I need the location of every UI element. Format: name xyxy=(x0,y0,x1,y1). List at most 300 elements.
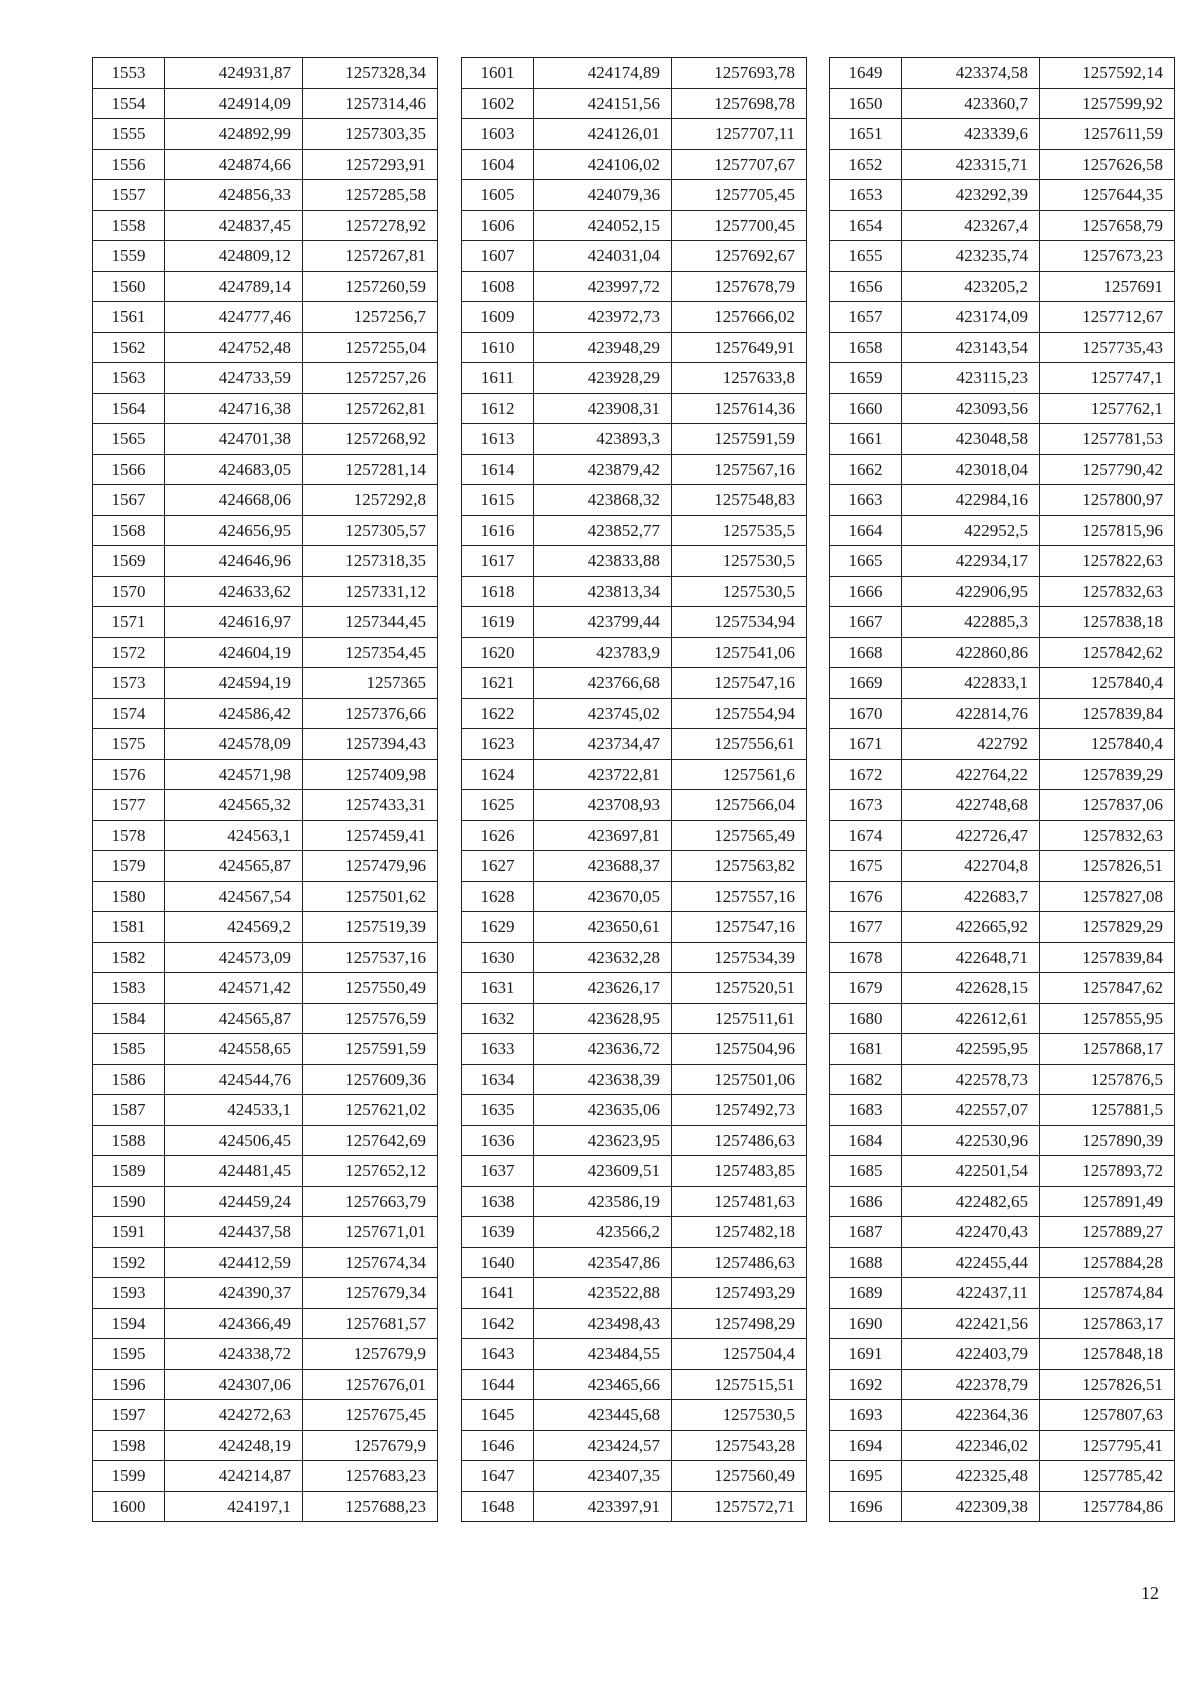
point-number-cell: 1554 xyxy=(93,88,165,119)
table-row xyxy=(93,1369,438,1400)
table-row xyxy=(93,88,438,119)
point-number-cell: 1653 xyxy=(830,180,902,211)
point-number-cell: 1637 xyxy=(462,1156,534,1187)
table-row xyxy=(830,393,1175,424)
point-number-cell: 1692 xyxy=(830,1369,902,1400)
x-coordinate-cell: 422726,47 xyxy=(902,820,1040,851)
x-coordinate-cell: 422378,79 xyxy=(902,1369,1040,1400)
y-coordinate-cell: 1257890,39 xyxy=(1040,1125,1175,1156)
point-number-cell: 1642 xyxy=(462,1308,534,1339)
y-coordinate-cell: 1257693,78 xyxy=(672,58,807,89)
y-coordinate-cell: 1257482,18 xyxy=(672,1217,807,1248)
point-number-cell: 1664 xyxy=(830,515,902,546)
x-coordinate-cell: 423586,19 xyxy=(534,1186,672,1217)
point-number-cell: 1569 xyxy=(93,546,165,577)
table-row xyxy=(93,1308,438,1339)
y-coordinate-cell: 1257795,41 xyxy=(1040,1430,1175,1461)
y-coordinate-cell: 1257501,06 xyxy=(672,1064,807,1095)
point-number-cell: 1580 xyxy=(93,881,165,912)
x-coordinate-cell: 424594,19 xyxy=(165,668,303,699)
y-coordinate-cell: 1257255,04 xyxy=(303,332,438,363)
x-coordinate-cell: 422984,16 xyxy=(902,485,1040,516)
x-coordinate-cell: 424914,09 xyxy=(165,88,303,119)
y-coordinate-cell: 1257481,63 xyxy=(672,1186,807,1217)
y-coordinate-cell: 1257735,43 xyxy=(1040,332,1175,363)
table-row xyxy=(462,393,807,424)
y-coordinate-cell: 1257839,84 xyxy=(1040,698,1175,729)
table-row xyxy=(462,790,807,821)
table-row xyxy=(93,180,438,211)
point-number-cell: 1614 xyxy=(462,454,534,485)
x-coordinate-cell: 423205,2 xyxy=(902,271,1040,302)
table-row xyxy=(462,1430,807,1461)
table-row xyxy=(830,576,1175,607)
table-row xyxy=(93,454,438,485)
x-coordinate-cell: 422748,68 xyxy=(902,790,1040,821)
x-coordinate-cell: 423267,4 xyxy=(902,210,1040,241)
x-coordinate-cell: 424892,99 xyxy=(165,119,303,150)
y-coordinate-cell: 1257837,06 xyxy=(1040,790,1175,821)
x-coordinate-cell: 422628,15 xyxy=(902,973,1040,1004)
table-row xyxy=(93,1034,438,1065)
point-number-cell: 1585 xyxy=(93,1034,165,1065)
point-number-cell: 1570 xyxy=(93,576,165,607)
x-coordinate-cell: 424716,38 xyxy=(165,393,303,424)
point-number-cell: 1639 xyxy=(462,1217,534,1248)
table-row xyxy=(462,1278,807,1309)
table-row xyxy=(830,790,1175,821)
x-coordinate-cell: 422325,48 xyxy=(902,1461,1040,1492)
point-number-cell: 1617 xyxy=(462,546,534,577)
y-coordinate-cell: 1257520,51 xyxy=(672,973,807,1004)
x-coordinate-cell: 423174,09 xyxy=(902,302,1040,333)
y-coordinate-cell: 1257543,28 xyxy=(672,1430,807,1461)
x-coordinate-cell: 423650,61 xyxy=(534,912,672,943)
point-number-cell: 1562 xyxy=(93,332,165,363)
table-row xyxy=(830,637,1175,668)
x-coordinate-cell: 423868,32 xyxy=(534,485,672,516)
point-number-cell: 1680 xyxy=(830,1003,902,1034)
point-number-cell: 1687 xyxy=(830,1217,902,1248)
point-number-cell: 1660 xyxy=(830,393,902,424)
table-row xyxy=(93,1278,438,1309)
table-row xyxy=(462,1400,807,1431)
y-coordinate-cell: 1257563,82 xyxy=(672,851,807,882)
x-coordinate-cell: 424126,01 xyxy=(534,119,672,150)
point-number-cell: 1645 xyxy=(462,1400,534,1431)
table-row xyxy=(830,1430,1175,1461)
y-coordinate-cell: 1257691 xyxy=(1040,271,1175,302)
point-number-cell: 1673 xyxy=(830,790,902,821)
y-coordinate-cell: 1257260,59 xyxy=(303,271,438,302)
table-row xyxy=(462,729,807,760)
x-coordinate-cell: 423638,39 xyxy=(534,1064,672,1095)
y-coordinate-cell: 1257700,45 xyxy=(672,210,807,241)
table-row xyxy=(93,424,438,455)
y-coordinate-cell: 1257621,02 xyxy=(303,1095,438,1126)
x-coordinate-cell: 424586,42 xyxy=(165,698,303,729)
coordinate-table-2 xyxy=(461,57,807,1522)
table-row xyxy=(93,942,438,973)
point-number-cell: 1651 xyxy=(830,119,902,150)
y-coordinate-cell: 1257712,67 xyxy=(1040,302,1175,333)
x-coordinate-cell: 423374,58 xyxy=(902,58,1040,89)
table-row xyxy=(462,1186,807,1217)
point-number-cell: 1696 xyxy=(830,1491,902,1522)
point-number-cell: 1668 xyxy=(830,637,902,668)
y-coordinate-cell: 1257365 xyxy=(303,668,438,699)
point-number-cell: 1601 xyxy=(462,58,534,89)
y-coordinate-cell: 1257314,46 xyxy=(303,88,438,119)
x-coordinate-cell: 423972,73 xyxy=(534,302,672,333)
table-row xyxy=(462,1247,807,1278)
y-coordinate-cell: 1257511,61 xyxy=(672,1003,807,1034)
x-coordinate-cell: 423766,68 xyxy=(534,668,672,699)
table-row xyxy=(462,1491,807,1522)
table-row xyxy=(830,454,1175,485)
x-coordinate-cell: 424412,59 xyxy=(165,1247,303,1278)
table-row xyxy=(830,119,1175,150)
x-coordinate-cell: 424789,14 xyxy=(165,271,303,302)
x-coordinate-cell: 423522,88 xyxy=(534,1278,672,1309)
point-number-cell: 1694 xyxy=(830,1430,902,1461)
y-coordinate-cell: 1257504,96 xyxy=(672,1034,807,1065)
coordinate-table-1-body xyxy=(93,58,438,1522)
table-row xyxy=(830,149,1175,180)
x-coordinate-cell: 422704,8 xyxy=(902,851,1040,882)
y-coordinate-cell: 1257675,45 xyxy=(303,1400,438,1431)
x-coordinate-cell: 424567,54 xyxy=(165,881,303,912)
y-coordinate-cell: 1257492,73 xyxy=(672,1095,807,1126)
x-coordinate-cell: 423908,31 xyxy=(534,393,672,424)
coordinate-table-3 xyxy=(829,57,1175,1522)
x-coordinate-cell: 422595,95 xyxy=(902,1034,1040,1065)
x-coordinate-cell: 424437,58 xyxy=(165,1217,303,1248)
table-row xyxy=(93,241,438,272)
table-row xyxy=(830,1125,1175,1156)
point-number-cell: 1655 xyxy=(830,241,902,272)
point-number-cell: 1577 xyxy=(93,790,165,821)
y-coordinate-cell: 1257354,45 xyxy=(303,637,438,668)
x-coordinate-cell: 422437,11 xyxy=(902,1278,1040,1309)
table-row xyxy=(93,790,438,821)
x-coordinate-cell: 424874,66 xyxy=(165,149,303,180)
y-coordinate-cell: 1257556,61 xyxy=(672,729,807,760)
table-row xyxy=(462,1308,807,1339)
y-coordinate-cell: 1257409,98 xyxy=(303,759,438,790)
table-row xyxy=(830,546,1175,577)
x-coordinate-cell: 423397,91 xyxy=(534,1491,672,1522)
table-row xyxy=(93,1003,438,1034)
y-coordinate-cell: 1257566,04 xyxy=(672,790,807,821)
x-coordinate-cell: 424459,24 xyxy=(165,1186,303,1217)
point-number-cell: 1670 xyxy=(830,698,902,729)
y-coordinate-cell: 1257663,79 xyxy=(303,1186,438,1217)
x-coordinate-cell: 422309,38 xyxy=(902,1491,1040,1522)
y-coordinate-cell: 1257678,79 xyxy=(672,271,807,302)
point-number-cell: 1574 xyxy=(93,698,165,729)
y-coordinate-cell: 1257293,91 xyxy=(303,149,438,180)
x-coordinate-cell: 423407,35 xyxy=(534,1461,672,1492)
x-coordinate-cell: 424151,56 xyxy=(534,88,672,119)
x-coordinate-cell: 423948,29 xyxy=(534,332,672,363)
point-number-cell: 1675 xyxy=(830,851,902,882)
point-number-cell: 1626 xyxy=(462,820,534,851)
point-number-cell: 1608 xyxy=(462,271,534,302)
x-coordinate-cell: 422665,92 xyxy=(902,912,1040,943)
table-row xyxy=(93,363,438,394)
point-number-cell: 1685 xyxy=(830,1156,902,1187)
x-coordinate-cell: 423292,39 xyxy=(902,180,1040,211)
point-number-cell: 1688 xyxy=(830,1247,902,1278)
x-coordinate-cell: 422906,95 xyxy=(902,576,1040,607)
table-row xyxy=(830,332,1175,363)
point-number-cell: 1644 xyxy=(462,1369,534,1400)
coordinate-table-3-body xyxy=(830,58,1175,1522)
point-number-cell: 1573 xyxy=(93,668,165,699)
x-coordinate-cell: 422455,44 xyxy=(902,1247,1040,1278)
table-row xyxy=(93,698,438,729)
table-row xyxy=(462,424,807,455)
table-row xyxy=(93,759,438,790)
y-coordinate-cell: 1257891,49 xyxy=(1040,1186,1175,1217)
x-coordinate-cell: 424668,06 xyxy=(165,485,303,516)
point-number-cell: 1590 xyxy=(93,1186,165,1217)
y-coordinate-cell: 1257827,08 xyxy=(1040,881,1175,912)
x-coordinate-cell: 423997,72 xyxy=(534,271,672,302)
table-row xyxy=(93,1339,438,1370)
x-coordinate-cell: 422470,43 xyxy=(902,1217,1040,1248)
point-number-cell: 1693 xyxy=(830,1400,902,1431)
point-number-cell: 1593 xyxy=(93,1278,165,1309)
table-row xyxy=(93,668,438,699)
point-number-cell: 1667 xyxy=(830,607,902,638)
table-row xyxy=(462,88,807,119)
x-coordinate-cell: 423799,44 xyxy=(534,607,672,638)
y-coordinate-cell: 1257550,49 xyxy=(303,973,438,1004)
point-number-cell: 1559 xyxy=(93,241,165,272)
x-coordinate-cell: 422421,56 xyxy=(902,1308,1040,1339)
table-row xyxy=(93,1217,438,1248)
table-row xyxy=(93,729,438,760)
y-coordinate-cell: 1257303,35 xyxy=(303,119,438,150)
table-row xyxy=(93,820,438,851)
y-coordinate-cell: 1257561,6 xyxy=(672,759,807,790)
x-coordinate-cell: 424646,96 xyxy=(165,546,303,577)
point-number-cell: 1565 xyxy=(93,424,165,455)
table-row xyxy=(830,1186,1175,1217)
x-coordinate-cell: 424578,09 xyxy=(165,729,303,760)
x-coordinate-cell: 422764,22 xyxy=(902,759,1040,790)
table-row xyxy=(830,424,1175,455)
y-coordinate-cell: 1257848,18 xyxy=(1040,1339,1175,1370)
y-coordinate-cell: 1257611,59 xyxy=(1040,119,1175,150)
y-coordinate-cell: 1257515,51 xyxy=(672,1369,807,1400)
x-coordinate-cell: 424079,36 xyxy=(534,180,672,211)
table-row xyxy=(93,851,438,882)
y-coordinate-cell: 1257486,63 xyxy=(672,1247,807,1278)
y-coordinate-cell: 1257567,16 xyxy=(672,454,807,485)
point-number-cell: 1679 xyxy=(830,973,902,1004)
table-row xyxy=(462,1064,807,1095)
point-number-cell: 1686 xyxy=(830,1186,902,1217)
x-coordinate-cell: 424856,33 xyxy=(165,180,303,211)
point-number-cell: 1629 xyxy=(462,912,534,943)
table-row xyxy=(93,912,438,943)
point-number-cell: 1619 xyxy=(462,607,534,638)
y-coordinate-cell: 1257257,26 xyxy=(303,363,438,394)
point-number-cell: 1663 xyxy=(830,485,902,516)
y-coordinate-cell: 1257832,63 xyxy=(1040,576,1175,607)
y-coordinate-cell: 1257609,36 xyxy=(303,1064,438,1095)
x-coordinate-cell: 423360,7 xyxy=(902,88,1040,119)
y-coordinate-cell: 1257679,9 xyxy=(303,1430,438,1461)
point-number-cell: 1606 xyxy=(462,210,534,241)
x-coordinate-cell: 424837,45 xyxy=(165,210,303,241)
x-coordinate-cell: 423852,77 xyxy=(534,515,672,546)
x-coordinate-cell: 424616,97 xyxy=(165,607,303,638)
table-row xyxy=(462,668,807,699)
x-coordinate-cell: 424569,2 xyxy=(165,912,303,943)
point-number-cell: 1623 xyxy=(462,729,534,760)
table-row xyxy=(462,180,807,211)
y-coordinate-cell: 1257671,01 xyxy=(303,1217,438,1248)
point-number-cell: 1597 xyxy=(93,1400,165,1431)
table-row xyxy=(830,851,1175,882)
y-coordinate-cell: 1257855,95 xyxy=(1040,1003,1175,1034)
table-row xyxy=(462,973,807,1004)
table-row xyxy=(830,942,1175,973)
x-coordinate-cell: 422814,76 xyxy=(902,698,1040,729)
point-number-cell: 1646 xyxy=(462,1430,534,1461)
point-number-cell: 1599 xyxy=(93,1461,165,1492)
x-coordinate-cell: 424506,45 xyxy=(165,1125,303,1156)
table-row xyxy=(462,1217,807,1248)
x-coordinate-cell: 423688,37 xyxy=(534,851,672,882)
table-row xyxy=(462,942,807,973)
x-coordinate-cell: 422885,3 xyxy=(902,607,1040,638)
x-coordinate-cell: 423734,47 xyxy=(534,729,672,760)
y-coordinate-cell: 1257673,23 xyxy=(1040,241,1175,272)
table-row xyxy=(830,912,1175,943)
y-coordinate-cell: 1257652,12 xyxy=(303,1156,438,1187)
point-number-cell: 1561 xyxy=(93,302,165,333)
y-coordinate-cell: 1257483,85 xyxy=(672,1156,807,1187)
x-coordinate-cell: 424777,46 xyxy=(165,302,303,333)
point-number-cell: 1682 xyxy=(830,1064,902,1095)
point-number-cell: 1594 xyxy=(93,1308,165,1339)
y-coordinate-cell: 1257762,1 xyxy=(1040,393,1175,424)
x-coordinate-cell: 423697,81 xyxy=(534,820,672,851)
point-number-cell: 1658 xyxy=(830,332,902,363)
x-coordinate-cell: 423424,57 xyxy=(534,1430,672,1461)
point-number-cell: 1678 xyxy=(830,942,902,973)
point-number-cell: 1677 xyxy=(830,912,902,943)
point-number-cell: 1649 xyxy=(830,58,902,89)
x-coordinate-cell: 424558,65 xyxy=(165,1034,303,1065)
table-row xyxy=(830,302,1175,333)
point-number-cell: 1640 xyxy=(462,1247,534,1278)
table-row xyxy=(462,58,807,89)
table-row xyxy=(462,1156,807,1187)
y-coordinate-cell: 1257884,28 xyxy=(1040,1247,1175,1278)
x-coordinate-cell: 424106,02 xyxy=(534,149,672,180)
table-row xyxy=(830,1339,1175,1370)
point-number-cell: 1589 xyxy=(93,1156,165,1187)
y-coordinate-cell: 1257530,5 xyxy=(672,1400,807,1431)
point-number-cell: 1586 xyxy=(93,1064,165,1095)
point-number-cell: 1611 xyxy=(462,363,534,394)
table-row xyxy=(830,759,1175,790)
x-coordinate-cell: 424633,62 xyxy=(165,576,303,607)
table-row xyxy=(93,271,438,302)
x-coordinate-cell: 424481,45 xyxy=(165,1156,303,1187)
point-number-cell: 1647 xyxy=(462,1461,534,1492)
table-row xyxy=(462,363,807,394)
y-coordinate-cell: 1257644,35 xyxy=(1040,180,1175,211)
y-coordinate-cell: 1257842,62 xyxy=(1040,637,1175,668)
table-row xyxy=(830,1156,1175,1187)
x-coordinate-cell: 423093,56 xyxy=(902,393,1040,424)
point-number-cell: 1592 xyxy=(93,1247,165,1278)
x-coordinate-cell: 423609,51 xyxy=(534,1156,672,1187)
table-row xyxy=(830,1095,1175,1126)
x-coordinate-cell: 422934,17 xyxy=(902,546,1040,577)
table-row xyxy=(830,729,1175,760)
point-number-cell: 1676 xyxy=(830,881,902,912)
y-coordinate-cell: 1257599,92 xyxy=(1040,88,1175,119)
x-coordinate-cell: 423632,28 xyxy=(534,942,672,973)
y-coordinate-cell: 1257557,16 xyxy=(672,881,807,912)
x-coordinate-cell: 423235,74 xyxy=(902,241,1040,272)
x-coordinate-cell: 422612,61 xyxy=(902,1003,1040,1034)
x-coordinate-cell: 423315,71 xyxy=(902,149,1040,180)
table-row xyxy=(830,881,1175,912)
point-number-cell: 1628 xyxy=(462,881,534,912)
table-row xyxy=(462,332,807,363)
y-coordinate-cell: 1257534,39 xyxy=(672,942,807,973)
y-coordinate-cell: 1257328,34 xyxy=(303,58,438,89)
point-number-cell: 1595 xyxy=(93,1339,165,1370)
y-coordinate-cell: 1257815,96 xyxy=(1040,515,1175,546)
table-row xyxy=(462,637,807,668)
x-coordinate-cell: 424174,89 xyxy=(534,58,672,89)
x-coordinate-cell: 424573,09 xyxy=(165,942,303,973)
x-coordinate-cell: 423547,86 xyxy=(534,1247,672,1278)
x-coordinate-cell: 423708,93 xyxy=(534,790,672,821)
table-row xyxy=(462,1034,807,1065)
y-coordinate-cell: 1257876,5 xyxy=(1040,1064,1175,1095)
x-coordinate-cell: 424571,98 xyxy=(165,759,303,790)
point-number-cell: 1587 xyxy=(93,1095,165,1126)
point-number-cell: 1566 xyxy=(93,454,165,485)
table-row xyxy=(830,1491,1175,1522)
y-coordinate-cell: 1257486,63 xyxy=(672,1125,807,1156)
point-number-cell: 1596 xyxy=(93,1369,165,1400)
table-row xyxy=(93,607,438,638)
y-coordinate-cell: 1257893,72 xyxy=(1040,1156,1175,1187)
x-coordinate-cell: 422364,36 xyxy=(902,1400,1040,1431)
point-number-cell: 1575 xyxy=(93,729,165,760)
y-coordinate-cell: 1257534,94 xyxy=(672,607,807,638)
x-coordinate-cell: 424544,76 xyxy=(165,1064,303,1095)
table-row xyxy=(93,515,438,546)
x-coordinate-cell: 424656,95 xyxy=(165,515,303,546)
y-coordinate-cell: 1257679,9 xyxy=(303,1339,438,1370)
x-coordinate-cell: 424366,49 xyxy=(165,1308,303,1339)
x-coordinate-cell: 423722,81 xyxy=(534,759,672,790)
table-row xyxy=(830,180,1175,211)
